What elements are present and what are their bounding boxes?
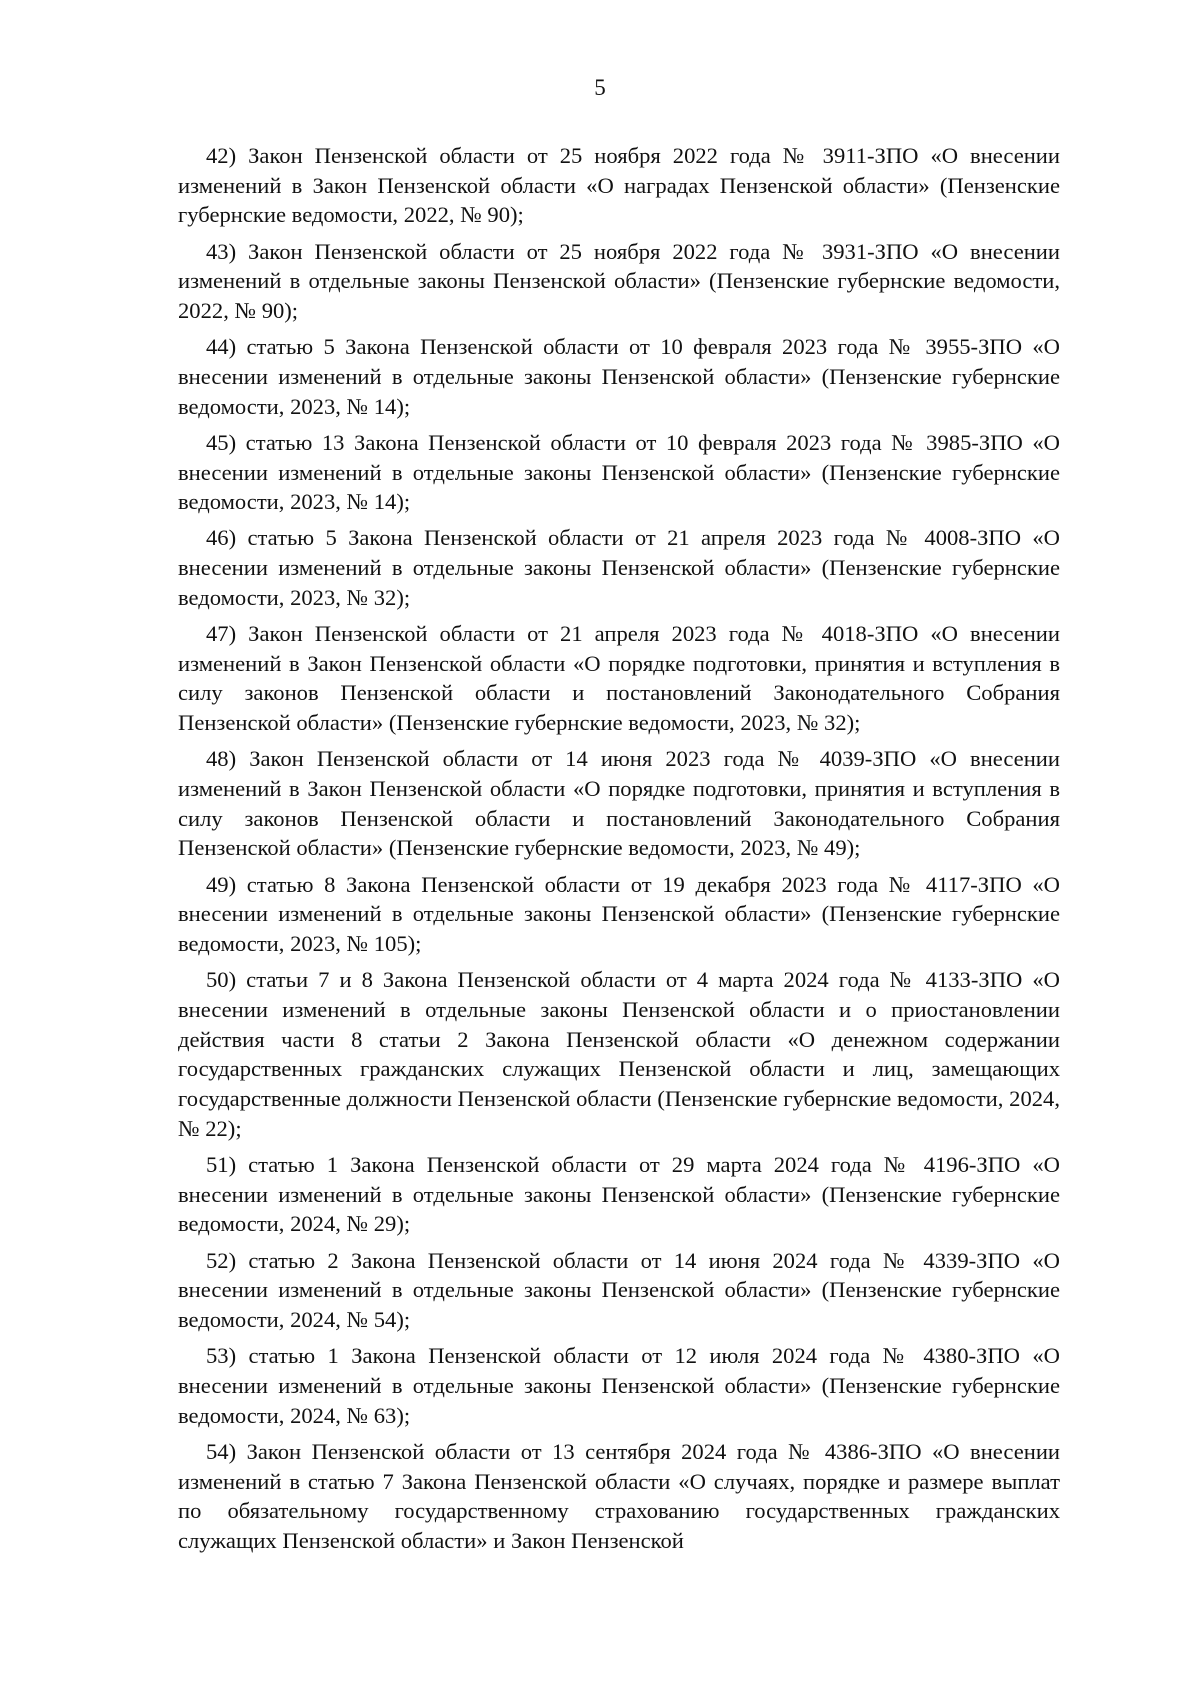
document-body <box>178 141 1060 1562</box>
list-item <box>178 619 1060 738</box>
list-item <box>178 141 1060 230</box>
item-number: 49) <box>206 871 237 897</box>
item-number: 50) <box>206 967 237 993</box>
list-item <box>178 523 1060 612</box>
item-number: 47) <box>206 621 237 647</box>
item-text: статьи 7 и 8 Закона Пензенской области от 4 марта 2024 года № 4133-ЗПО «О внесении изменений в отдельные законы Пензенской области и о приостановлении действия части 8 статьи 2 Закона Пензенской области «О денежном содержании государственных гражданских служащих Пензенской области и лиц, замещающих государственные должности Пензенской области (Пензенские губернские ведомости, 2024, № 22); <box>178 967 1060 1141</box>
page-number: 5 <box>594 75 606 100</box>
list-item <box>178 428 1060 517</box>
item-number: 54) <box>206 1438 237 1464</box>
list-item <box>178 965 1060 1143</box>
list-item <box>178 1150 1060 1239</box>
list-item <box>178 1437 1060 1556</box>
list-item <box>178 870 1060 959</box>
list-item <box>178 1246 1060 1335</box>
item-text: Закон Пензенской области от 13 сентября 2024 года № 4386-ЗПО «О внесении изменений в статью 7 Закона Пензенской области «О случаях, порядке и размере выплат по обязательному государственному страхованию государственных гражданских служащих Пензенской области» и Закон Пензенской <box>178 1438 1060 1553</box>
item-number: 53) <box>206 1343 237 1369</box>
item-text: статью 1 Закона Пензенской области от 29 марта 2024 года № 4196-ЗПО «О внесении изменений в отдельные законы Пензенской области» (Пензенские губернские ведомости, 2024, № 29); <box>178 1152 1060 1237</box>
list-item <box>178 1341 1060 1430</box>
item-number: 46) <box>206 525 237 551</box>
list-item <box>178 237 1060 326</box>
item-number: 42) <box>206 143 237 168</box>
item-text: Закон Пензенской области от 25 ноября 2022 года № 3931-ЗПО «О внесении изменений в отдельные законы Пензенской области» (Пензенские губернские ведомости, 2022, № 90); <box>178 238 1060 324</box>
item-number: 45) <box>206 429 237 455</box>
item-number: 52) <box>206 1247 237 1273</box>
item-text: статью 1 Закона Пензенской области от 12 июля 2024 года № 4380-ЗПО «О внесении изменений в отдельные законы Пензенской области» (Пензенские губернские ведомости, 2024, № 63); <box>178 1343 1060 1428</box>
item-text: статью 5 Закона Пензенской области от 21 апреля 2023 года № 4008-ЗПО «О внесении изменений в отдельные законы Пензенской области» (Пензенские губернские ведомости, 2023, № 32); <box>178 525 1060 610</box>
list-item <box>178 744 1060 863</box>
item-number: 48) <box>206 746 237 772</box>
item-number: 44) <box>206 334 237 360</box>
item-text: статью 8 Закона Пензенской области от 19 декабря 2023 года № 4117-ЗПО «О внесении изменений в отдельные законы Пензенской области» (Пензенские губернские ведомости, 2023, № 105); <box>178 871 1060 957</box>
item-text: статью 5 Закона Пензенской области от 10 февраля 2023 года № 3955-ЗПО «О внесении изменений в отдельные законы Пензенской области» (Пензенские губернские ведомости, 2023, № 14); <box>178 334 1060 419</box>
item-text: Закон Пензенской области от 14 июня 2023 года № 4039-ЗПО «О внесении изменений в Закон Пензенской области «О порядке подготовки, принятия и вступления в силу законов Пензенской области и постановлений Законодательного Собрания Пензенской области» (Пензенские губернские ведомости, 2023, № 49); <box>178 746 1060 861</box>
item-number: 43) <box>206 238 237 264</box>
item-text: Закон Пензенской области от 25 ноября 2022 года № 3911-ЗПО «О внесении изменений в Закон Пензенской области «О наградах Пензенской области» (Пензенские губернские ведомости, 2022, № 90); <box>178 143 1060 228</box>
item-text: статью 2 Закона Пензенской области от 14 июня 2024 года № 4339-ЗПО «О внесении изменений в отдельные законы Пензенской области» (Пензенские губернские ведомости, 2024, № 54); <box>178 1247 1060 1333</box>
item-number: 51) <box>206 1152 237 1177</box>
item-text: Закон Пензенской области от 21 апреля 2023 года № 4018-ЗПО «О внесении изменений в Закон Пензенской области «О порядке подготовки, принятия и вступления в силу законов Пензенской области и постановлений Законодательного Собрания Пензенской области» (Пензенские губернские ведомости, 2023, № 32); <box>178 621 1060 736</box>
list-item <box>178 332 1060 421</box>
item-text: статью 13 Закона Пензенской области от 10 февраля 2023 года № 3985-ЗПО «О внесении изменений в отдельные законы Пензенской области» (Пензенские губернские ведомости, 2023, № 14); <box>178 429 1060 515</box>
